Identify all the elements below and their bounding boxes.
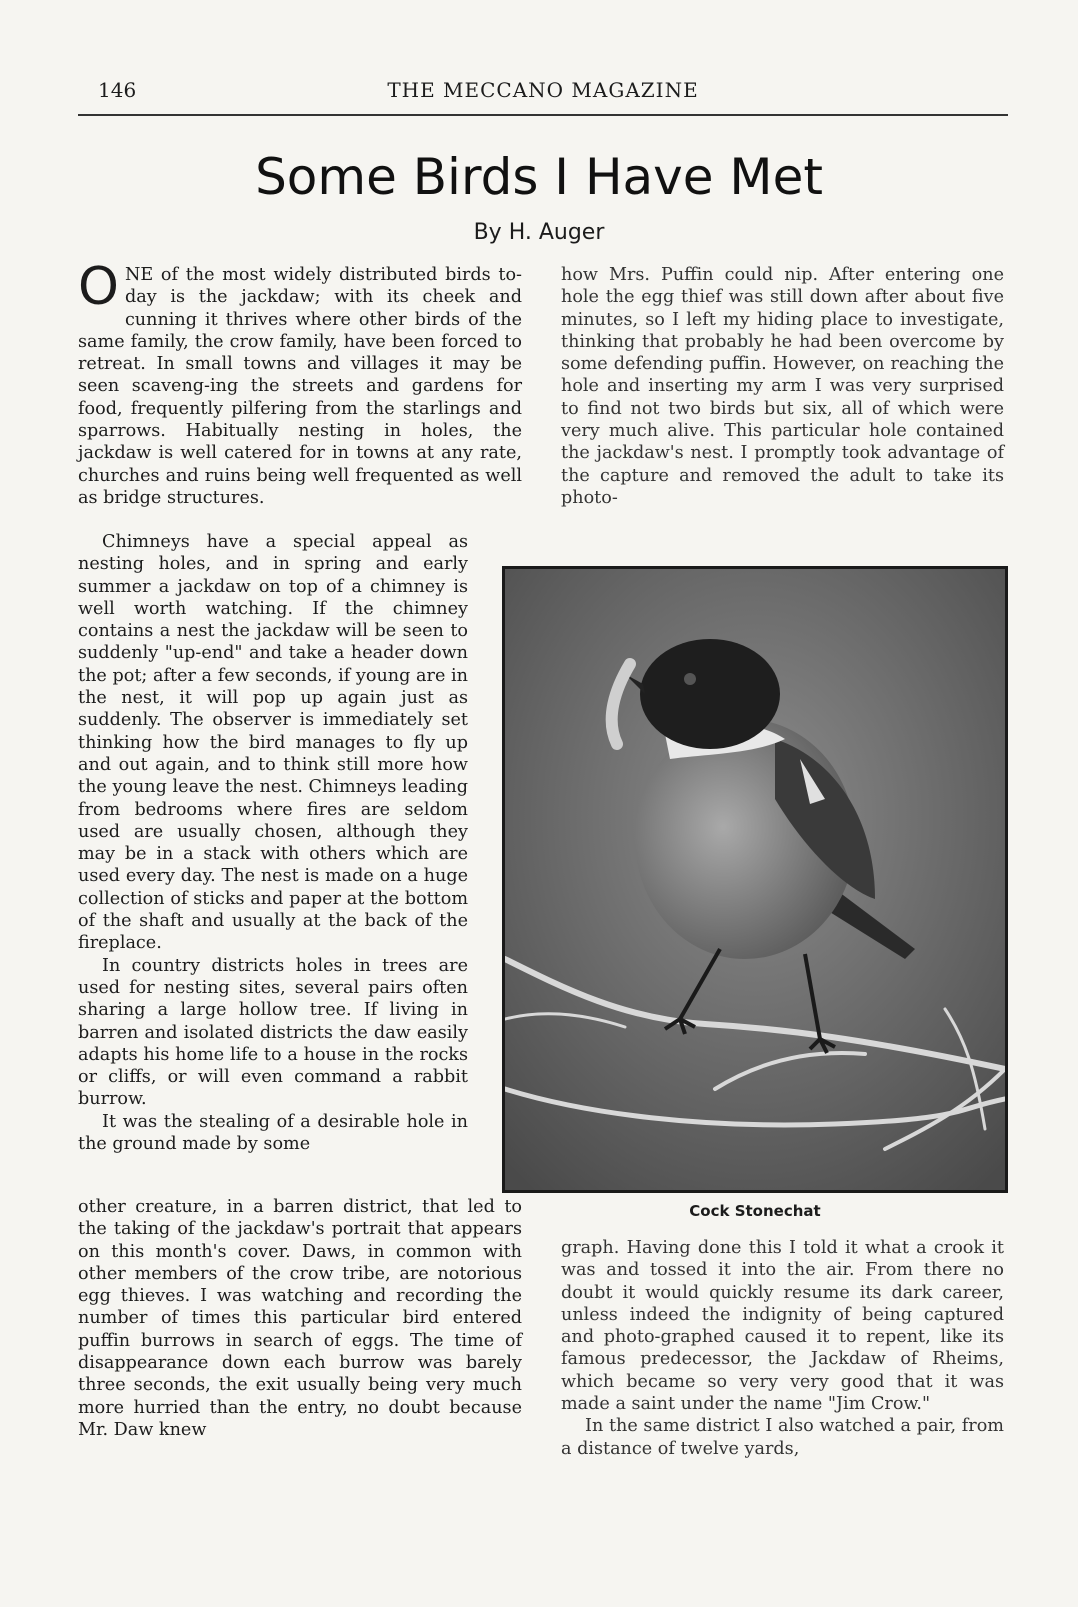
paragraph: In country districts holes in trees are used for nesting sites, several pairs often sharing a large hollow tree. If living in barren and isolated districts the daw easily adapts his home life to a house in the rocks or cliffs, or will even command a rabbit burrow.	[78, 955, 468, 1110]
page-number: 146	[98, 78, 137, 102]
paragraph-text: NE of the most widely distributed birds to-day is the jackdaw; with its cheek and cunning it thrives where other birds of the same family, the crow family, have been forced to retreat. In small towns and villages it may be seen scaveng-ing the streets and gardens for food, frequently pilfering from the starlings and sparrows. Habitually nesting in holes, the jackdaw is well catered for in towns at any rate, churches and ruins being well frequented as well as bridge structures.	[78, 265, 522, 508]
article-byline: By H. Auger	[473, 220, 605, 245]
paragraph: It was the stealing of a desirable hole in the ground made by some	[78, 1111, 468, 1155]
column-left-bottom	[78, 1196, 522, 1441]
paragraph: Chimneys have a special appeal as nesting holes, and in spring and early summer a jackdaw on top of a chimney is well worth watching. If the chimney contains a nest the jackdaw will be seen to suddenly "up-end" and take a header down the pot; after a few seconds, if young are in the nest, it will pop up again just as suddenly. The observer is immediately set thinking how the bird manages to fly up and out again, and to think still more how the young leave the nest. Chimneys leading from bedrooms where fires are seldom used are usually chosen, although they may be in a stack with others which are used every day. The nest is made on a huge collection of sticks and paper at the bottom of the shaft and usually at the back of the fireplace.	[78, 532, 468, 954]
column-left-top	[78, 257, 522, 509]
photo-caption: Cock Stonechat	[689, 1202, 821, 1220]
paragraph: graph. Having done this I told it what a crook it was and tossed it into the air. From there no doubt it would quickly resume its dark career, unless indeed the indignity of being captured and photo-graphed caused it to repent, like its famous predecessor, the Jackdaw of Rheims, which became so very very good that it was made a saint under the name "Jim Crow."	[561, 1238, 1004, 1415]
magazine-title: THE MECCANO MAGAZINE	[387, 78, 699, 102]
column-right-bottom	[561, 1237, 1004, 1460]
stonechat-photo	[502, 566, 1008, 1193]
column-right-top	[561, 264, 1004, 509]
paragraph: other creature, in a barren district, that led to the taking of the jackdaw's portrait that appears on this month's cover. Daws, in common with other members of the crow tribe, are notorious egg thieves. I was watching and recording the number of times this particular bird entered puffin burrows in search of eggs. The time of disappearance down each burrow was barely three seconds, the exit usually being very much more hurried than the entry, no doubt because Mr. Daw knew	[78, 1197, 522, 1440]
article-title: Some Birds I Have Met	[255, 148, 823, 206]
page-header	[78, 78, 1008, 116]
paragraph	[78, 257, 522, 509]
paragraph: how Mrs. Puffin could nip. After entering one hole the egg thief was still down after about five minutes, so I left my hiding place to investigate, thinking that probably he had been overcome by some defending puffin. However, on reaching the hole and inserting my arm I was very surprised to find not two birds but six, all of which were very much alive. This particular hole contained the jackdaw's nest. I promptly took advantage of the capture and removed the adult to take its photo-	[561, 265, 1004, 508]
drop-cap: O	[78, 257, 119, 317]
column-left-middle	[78, 531, 468, 1155]
paragraph: In the same district I also watched a pair, from a distance of twelve yards,	[561, 1416, 1004, 1459]
